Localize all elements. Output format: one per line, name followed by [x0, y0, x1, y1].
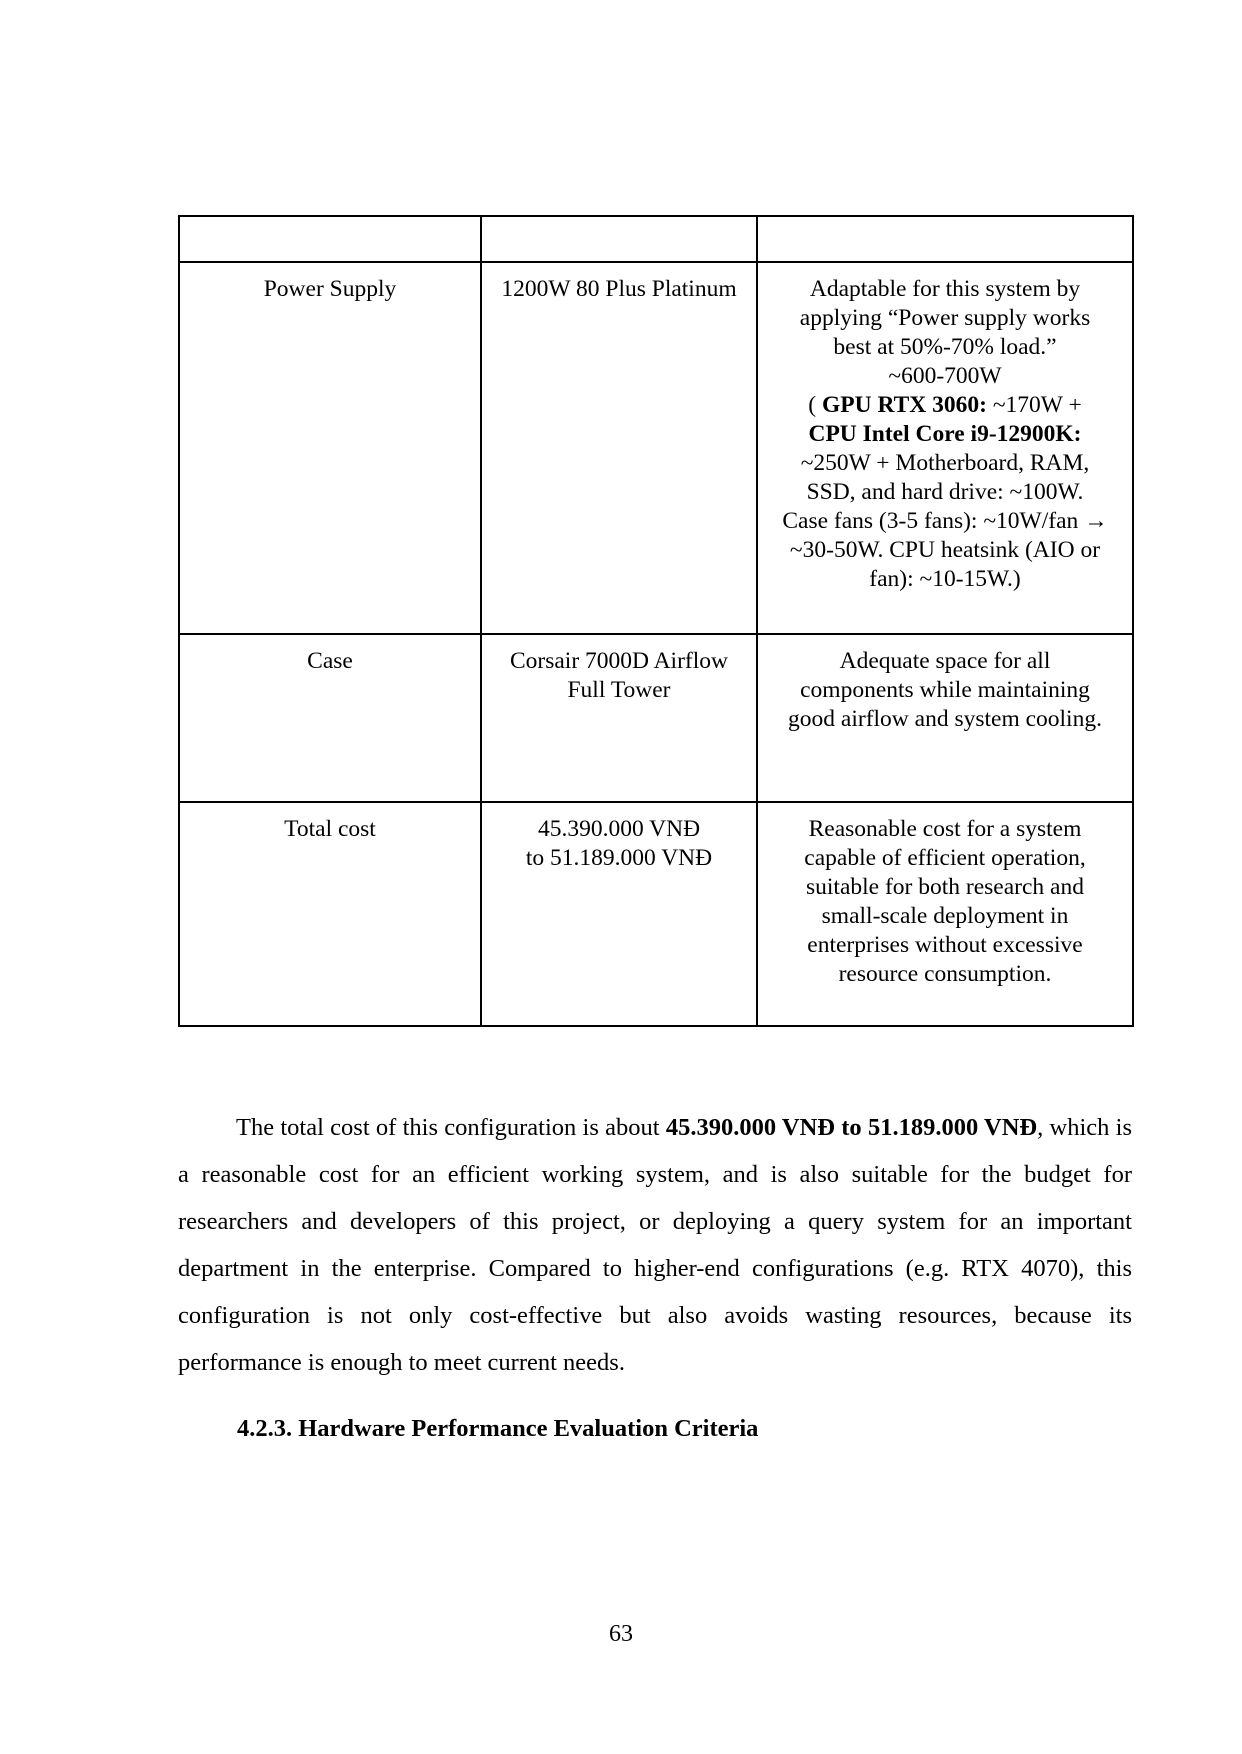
reason-line: [766, 391, 1124, 420]
cpu-label: CPU Intel Core i9-12900K:: [808, 421, 1082, 447]
reason-line: applying “Power supply works: [799, 305, 1091, 331]
reason-line: enterprises without excessive: [807, 932, 1083, 958]
gpu-label: GPU RTX 3060:: [821, 392, 987, 418]
reason-line: resource consumption.: [838, 961, 1052, 987]
spec-line: to 51.189.000 VNĐ: [525, 845, 713, 871]
body-paragraph: [178, 1104, 1132, 1386]
reason-line: components while maintaining: [800, 677, 1090, 703]
reason-line: ~30-50W. CPU heatsink (AIO or: [789, 537, 1101, 563]
table-row-case: [179, 634, 1133, 802]
reason-line: small-scale deployment in: [821, 903, 1069, 929]
table-cell: [481, 216, 757, 262]
reason-line: capable of efficient operation,: [804, 845, 1086, 871]
reason-cell: [757, 802, 1133, 1026]
spec-cell: 1200W 80 Plus Platinum: [481, 262, 757, 634]
table-row-power-supply: [179, 262, 1133, 634]
table-row-total-cost: [179, 802, 1133, 1026]
spec-cell: [481, 634, 757, 802]
table-cell: [179, 216, 481, 262]
spec-line: Full Tower: [567, 677, 671, 703]
table-row-empty: [179, 216, 1133, 262]
reason-line: ~250W + Motherboard, RAM,: [800, 450, 1090, 476]
reason-line: good airflow and system cooling.: [788, 706, 1102, 732]
paragraph-text: , which is a reasonable cost for an efficient working system, and is also suitable for the budget for researchers and developers of this project, or deploying a query system for an important department in the enterprise. Compared to higher-end configurations (e.g. RTX 4070), this configuration is not only cost-effective but also avoids wasting resources, because its performance is enough to meet current needs.: [178, 1114, 1133, 1376]
reason-line: fan): ~10-15W.): [869, 566, 1021, 592]
spec-line: Corsair 7000D Airflow: [509, 648, 728, 674]
spec-line: 45.390.000 VNĐ: [537, 816, 701, 842]
table-cell: [757, 216, 1133, 262]
hardware-spec-table: [178, 215, 1134, 1027]
reason-cell: [757, 634, 1133, 802]
reason-line: Adequate space for all: [839, 648, 1051, 674]
reason-text: (: [808, 392, 822, 418]
component-cell: Case: [179, 634, 481, 802]
reason-cell: [757, 262, 1133, 634]
reason-line: SSD, and hard drive: ~100W.: [806, 479, 1084, 505]
reason-text: ~170W +: [986, 392, 1082, 418]
reason-line: suitable for both research and: [806, 874, 1084, 900]
paragraph-cost-bold: 45.390.000 VNĐ to 51.189.000 VNĐ: [665, 1114, 1038, 1141]
reason-line: best at 50%-70% load.”: [833, 334, 1057, 360]
reason-line: Adaptable for this system by: [809, 276, 1081, 302]
reason-line: ~600-700W: [888, 363, 1002, 389]
section-heading: 4.2.3. Hardware Performance Evaluation Criteria: [237, 1415, 759, 1442]
paragraph-text: The total cost of this configuration is about: [236, 1114, 666, 1141]
component-cell: Total cost: [179, 802, 481, 1026]
component-cell: Power Supply: [179, 262, 481, 634]
reason-line: Case fans (3-5 fans): ~10W/fan →: [782, 508, 1108, 534]
reason-line: Reasonable cost for a system: [808, 816, 1082, 842]
page-number: 63: [609, 1621, 633, 1647]
spec-cell: [481, 802, 757, 1026]
